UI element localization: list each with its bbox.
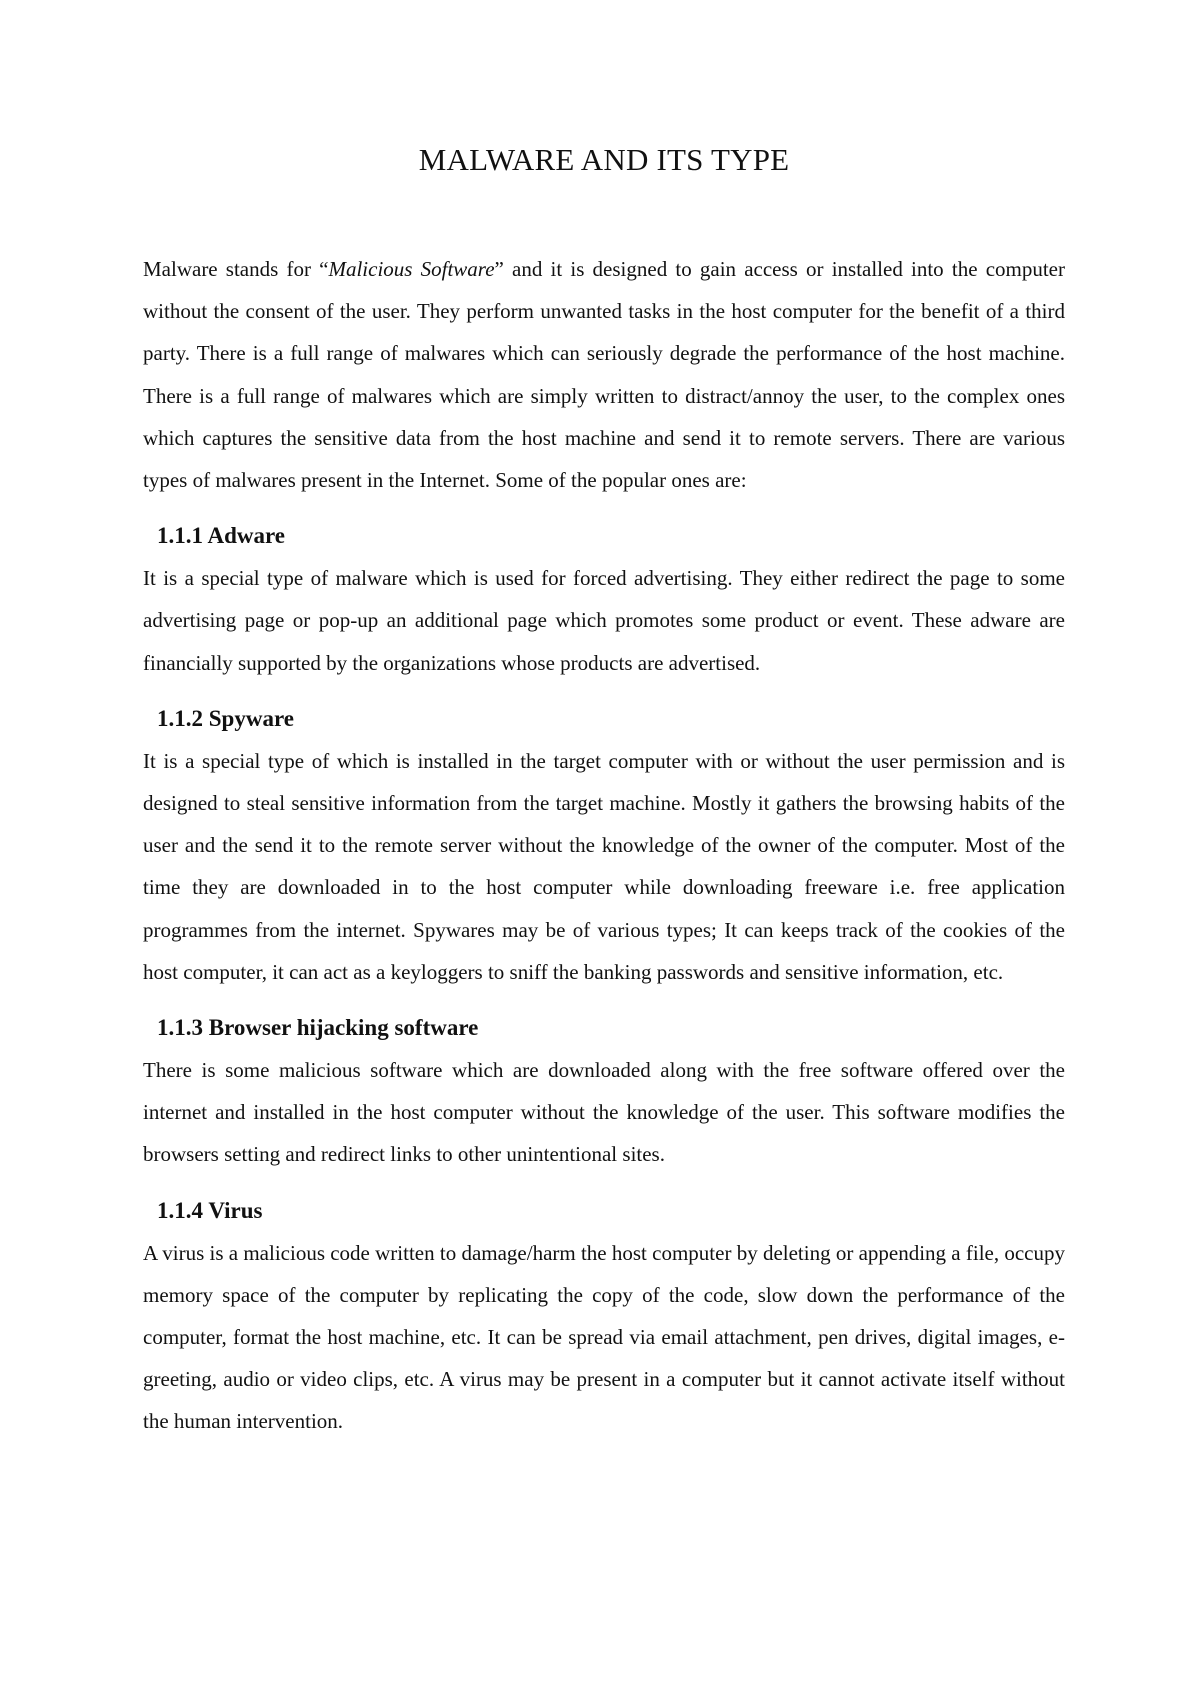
document-title: MALWARE AND ITS TYPE xyxy=(418,142,790,177)
section-spyware xyxy=(143,698,1065,993)
section-body: It is a special type of which is installed in the target computer with or without the user permission and is designed to steal sensitive information from the target machine. Mostly it gathers the browsing habits of the user and the send it to the remote server without the knowledge of the owner of the computer. Most of the time they are downloaded in to the host computer while downloading freeware i.e. free application programmes from the internet. Spywares may be of various types; It can keeps track of the cookies of the host computer, it can act as a keyloggers to sniff the banking passwords and sensitive information, etc. xyxy=(143,748,1065,984)
section-adware xyxy=(143,515,1065,684)
document-content xyxy=(143,136,1065,1443)
section-virus xyxy=(143,1190,1065,1443)
section-heading: 1.1.1 Adware xyxy=(157,523,285,549)
section-heading: 1.1.4 Virus xyxy=(157,1197,263,1223)
intro-suffix: ” and it is designed to gain access or installed into the computer without the consent of the user. They perform unwanted tasks in the host computer for the benefit of a third party. There is a full range of malwares which can seriously degrade the performance of the host machine. There is a full range of malwares which are simply written to distract/annoy the user, to the complex ones which captures the sensitive data from the host machine and send it to remote servers. There are various types of malwares present in the Internet. Some of the popular ones are: xyxy=(143,257,1065,493)
intro-prefix: Malware stands for “ xyxy=(143,257,329,281)
section-body: A virus is a malicious code written to damage/harm the host computer by deleting or appending a file, occupy memory space of the computer by replicating the copy of the code, slow down the performance of the computer, format the host machine, etc. It can be spread via email attachment, pen drives, digital images, e-greeting, audio or video clips, etc. A virus may be present in a computer but it cannot activate itself without the human intervention. xyxy=(143,1240,1066,1434)
section-heading: 1.1.3 Browser hijacking software xyxy=(157,1015,479,1041)
section-body: There is some malicious software which are downloaded along with the free software offered over the internet and installed in the host computer without the knowledge of the user. This software modifies the browsers setting and redirect links to other unintentional sites. xyxy=(143,1058,1065,1167)
section-browser-hijacking xyxy=(143,1007,1065,1176)
section-body: It is a special type of malware which is used for forced advertising. They either redirect the page to some advertising page or pop-up an additional page which promotes some product or event. These adware are financially supported by the organizations whose products are advertised. xyxy=(143,566,1065,675)
section-heading: 1.1.2 Spyware xyxy=(157,705,294,731)
intro-paragraph xyxy=(143,248,1065,501)
intro-emphasis: Malicious Software xyxy=(328,257,495,281)
